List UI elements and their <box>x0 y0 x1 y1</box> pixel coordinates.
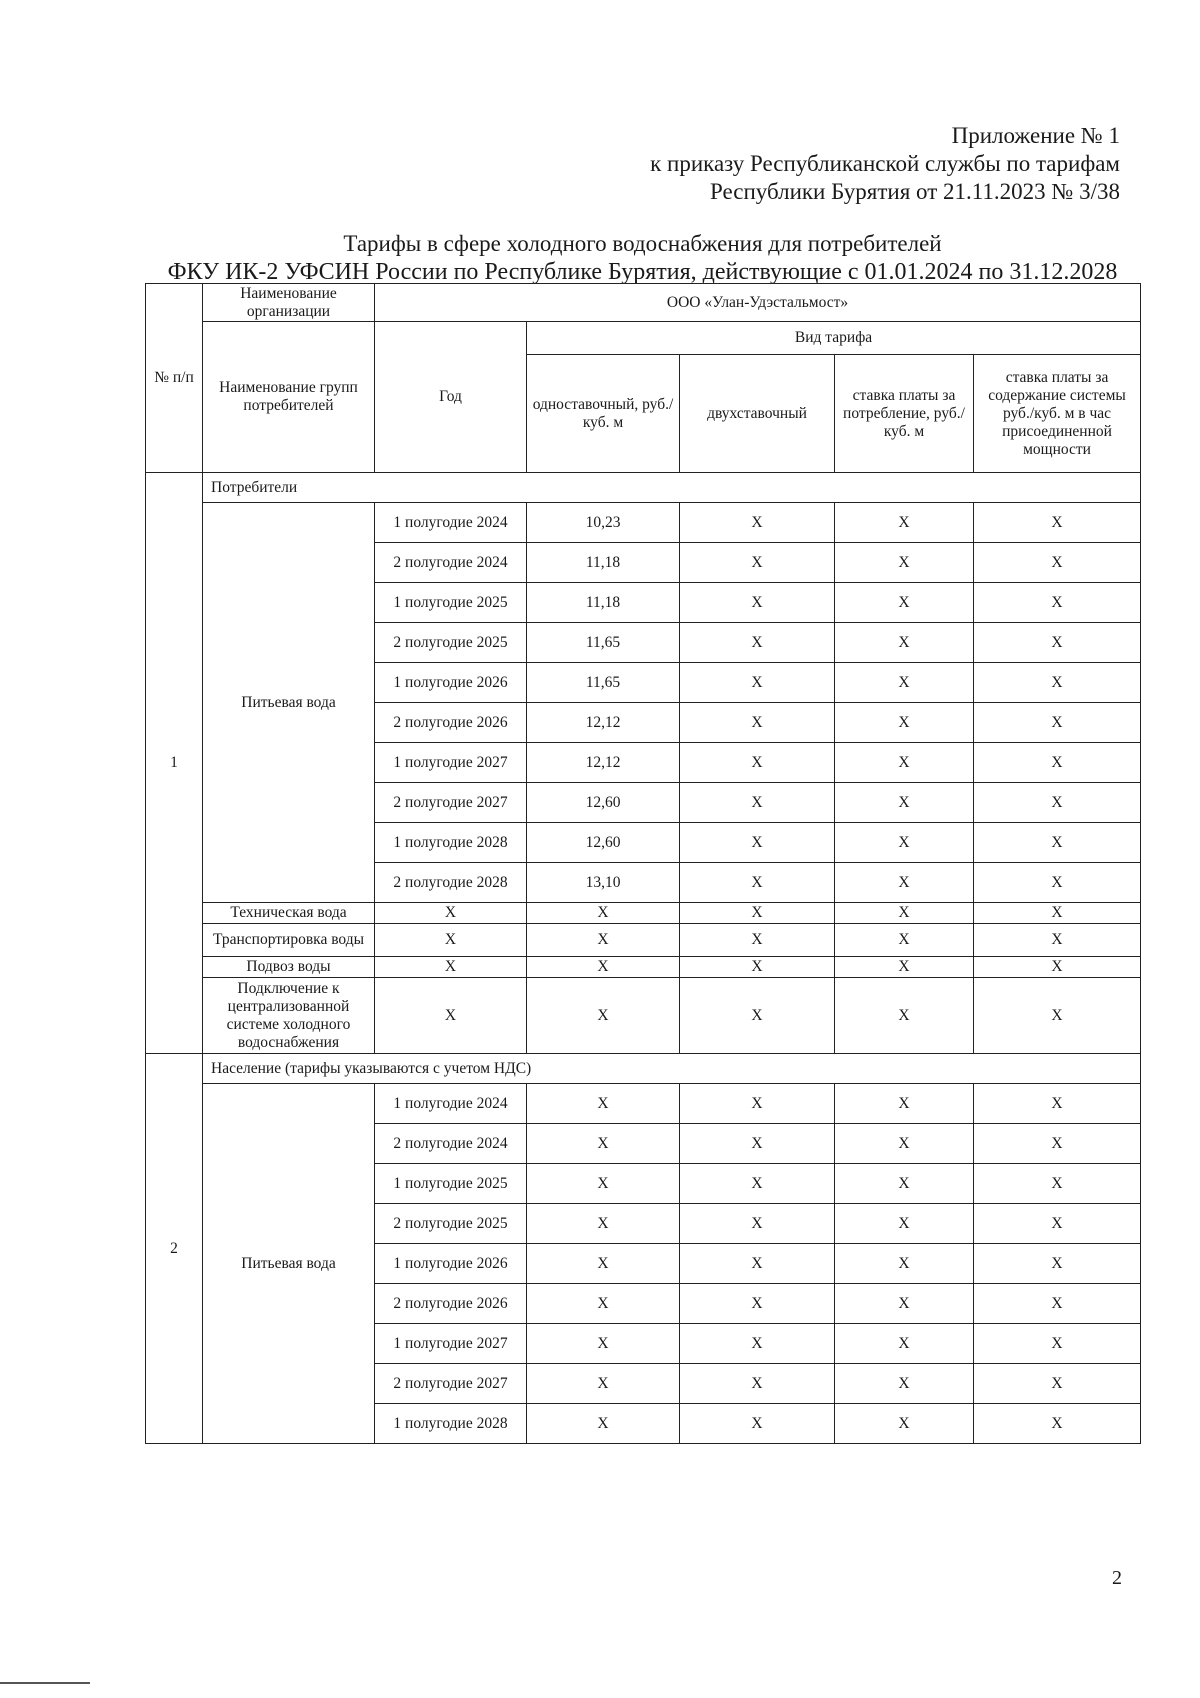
rate-maintenance-cell: X <box>974 503 1141 543</box>
table-row <box>146 1084 1141 1124</box>
rate-double-cell: X <box>680 543 835 583</box>
rate-double-cell: X <box>680 1244 835 1284</box>
header-consumption-rate: ставка платы за потребление, руб./ куб. м <box>835 355 974 473</box>
table-row <box>146 957 1141 978</box>
rate-maintenance-cell: X <box>974 1284 1141 1324</box>
rate-double-cell: X <box>680 663 835 703</box>
table-row <box>146 924 1141 957</box>
rate-maintenance-cell: X <box>974 924 1141 957</box>
rate-single-cell: X <box>527 1204 680 1244</box>
rate-maintenance-cell: X <box>974 823 1141 863</box>
rate-maintenance-cell: X <box>974 1204 1141 1244</box>
section-number: 1 <box>146 473 203 1054</box>
rate-maintenance-cell: X <box>974 583 1141 623</box>
tariff-table <box>145 283 1141 1444</box>
rate-maintenance-cell: X <box>974 903 1141 924</box>
period-cell: 1 полугодие 2025 <box>375 583 527 623</box>
rate-single-cell: X <box>527 1084 680 1124</box>
rate-consumption-cell: X <box>835 543 974 583</box>
rate-consumption-cell: X <box>835 703 974 743</box>
rate-maintenance-cell: X <box>974 623 1141 663</box>
period-cell: 1 полугодие 2027 <box>375 743 527 783</box>
rate-maintenance-cell: X <box>974 543 1141 583</box>
title-line-2: ФКУ ИК-2 УФСИН России по Республике Бурятия, действующие с 01.01.2024 по 31.12.2028 <box>167 259 1118 285</box>
rate-double-cell: X <box>680 703 835 743</box>
rate-double-cell: X <box>680 924 835 957</box>
rate-double-cell: X <box>680 1284 835 1324</box>
period-cell: 1 полугодие 2025 <box>375 1164 527 1204</box>
header-groups: Наименование групп потребителей <box>203 322 375 473</box>
rate-single-cell: X <box>527 1124 680 1164</box>
rate-single-cell: X <box>527 957 680 978</box>
rate-maintenance-cell: X <box>974 1124 1141 1164</box>
rate-consumption-cell: X <box>835 1404 974 1444</box>
scan-edge-mark <box>0 1682 90 1684</box>
rate-double-cell: X <box>680 978 835 1054</box>
period-cell: X <box>375 978 527 1054</box>
rate-consumption-cell: X <box>835 957 974 978</box>
group-drinking-water: Питьевая вода <box>203 503 375 903</box>
rate-double-cell: X <box>680 623 835 663</box>
rate-consumption-cell: X <box>835 863 974 903</box>
rate-single-cell: X <box>527 903 680 924</box>
appendix-header <box>650 122 1120 206</box>
rate-single-cell: X <box>527 924 680 957</box>
rate-single-cell: 12,12 <box>527 703 680 743</box>
rate-maintenance-cell: X <box>974 743 1141 783</box>
rate-double-cell: X <box>680 1404 835 1444</box>
period-cell: 1 полугодие 2024 <box>375 503 527 543</box>
rate-double-cell: X <box>680 863 835 903</box>
rate-maintenance-cell: X <box>974 703 1141 743</box>
rate-single-cell: 11,18 <box>527 543 680 583</box>
period-cell: 1 полугодие 2026 <box>375 663 527 703</box>
rate-consumption-cell: X <box>835 783 974 823</box>
header-maintenance-rate: ставка платы за содержание системы руб./куб. м в час присоединенной мощности <box>974 355 1141 473</box>
rate-consumption-cell: X <box>835 1204 974 1244</box>
rate-maintenance-cell: X <box>974 1364 1141 1404</box>
rate-consumption-cell: X <box>835 1284 974 1324</box>
table-row <box>146 978 1141 1054</box>
rate-consumption-cell: X <box>835 1084 974 1124</box>
section-heading: Население (тарифы указываются с учетом НДС) <box>203 1054 1141 1084</box>
rate-consumption-cell: X <box>835 1244 974 1284</box>
rate-double-cell: X <box>680 1364 835 1404</box>
group-label: Подключение к централизованной системе холодного водоснабжения <box>203 978 375 1054</box>
period-cell: 2 полугодие 2025 <box>375 623 527 663</box>
rate-consumption-cell: X <box>835 623 974 663</box>
rate-consumption-cell: X <box>835 1364 974 1404</box>
header-single-rate: одноставочный, руб./ куб. м <box>527 355 680 473</box>
rate-double-cell: X <box>680 1084 835 1124</box>
rate-maintenance-cell: X <box>974 1244 1141 1284</box>
period-cell: X <box>375 924 527 957</box>
rate-single-cell: 10,23 <box>527 503 680 543</box>
period-cell: 1 полугодие 2024 <box>375 1084 527 1124</box>
rate-consumption-cell: X <box>835 978 974 1054</box>
period-cell: X <box>375 957 527 978</box>
page-number: 2 <box>1112 1567 1122 1589</box>
table-row <box>146 903 1141 924</box>
period-cell: 2 полугодие 2024 <box>375 1124 527 1164</box>
rate-single-cell: X <box>527 1284 680 1324</box>
header-tariff-type: Вид тарифа <box>527 322 1141 355</box>
period-cell: 2 полугодие 2027 <box>375 1364 527 1404</box>
org-name: ООО «Улан-Удэстальмост» <box>375 284 1141 322</box>
period-cell: 1 полугодие 2027 <box>375 1324 527 1364</box>
period-cell: 2 полугодие 2026 <box>375 1284 527 1324</box>
appendix-order-date: Республики Бурятия от 21.11.2023 № 3/38 <box>709 179 1120 204</box>
rate-consumption-cell: X <box>835 503 974 543</box>
appendix-order-ref: к приказу Республиканской службы по тарифам <box>650 151 1120 176</box>
rate-single-cell: X <box>527 1404 680 1444</box>
rate-double-cell: X <box>680 503 835 543</box>
rate-double-cell: X <box>680 1164 835 1204</box>
rate-consumption-cell: X <box>835 1324 974 1364</box>
group-label: Транспортировка воды <box>203 924 375 957</box>
rate-single-cell: 11,65 <box>527 663 680 703</box>
document-title <box>150 230 1135 286</box>
group-label: Подвоз воды <box>203 957 375 978</box>
rate-single-cell: X <box>527 1164 680 1204</box>
rate-consumption-cell: X <box>835 583 974 623</box>
rate-double-cell: X <box>680 1124 835 1164</box>
rate-consumption-cell: X <box>835 924 974 957</box>
period-cell: 2 полугодие 2025 <box>375 1204 527 1244</box>
rate-double-cell: X <box>680 1324 835 1364</box>
rate-consumption-cell: X <box>835 743 974 783</box>
rate-single-cell: 11,65 <box>527 623 680 663</box>
group-drinking-water: Питьевая вода <box>203 1084 375 1444</box>
rate-maintenance-cell: X <box>974 1084 1141 1124</box>
rate-consumption-cell: X <box>835 903 974 924</box>
rate-single-cell: 12,12 <box>527 743 680 783</box>
title-line-1: Тарифы в сфере холодного водоснабжения для потребителей <box>343 231 942 256</box>
rate-double-cell: X <box>680 903 835 924</box>
section-heading: Потребители <box>203 473 1141 503</box>
appendix-number: Приложение № 1 <box>951 123 1120 148</box>
rate-consumption-cell: X <box>835 663 974 703</box>
header-num: № п/п <box>146 284 203 473</box>
rate-consumption-cell: X <box>835 823 974 863</box>
table-row <box>146 473 1141 503</box>
rate-double-cell: X <box>680 743 835 783</box>
rate-single-cell: X <box>527 1244 680 1284</box>
rate-maintenance-cell: X <box>974 978 1141 1054</box>
section-number: 2 <box>146 1054 203 1444</box>
rate-double-cell: X <box>680 823 835 863</box>
rate-single-cell: 12,60 <box>527 823 680 863</box>
rate-double-cell: X <box>680 783 835 823</box>
table-row <box>146 1054 1141 1084</box>
period-cell: 2 полугодие 2024 <box>375 543 527 583</box>
rate-maintenance-cell: X <box>974 1164 1141 1204</box>
rate-maintenance-cell: X <box>974 663 1141 703</box>
period-cell: X <box>375 903 527 924</box>
period-cell: 1 полугодие 2026 <box>375 1244 527 1284</box>
group-label: Техническая вода <box>203 903 375 924</box>
rate-maintenance-cell: X <box>974 863 1141 903</box>
rate-maintenance-cell: X <box>974 957 1141 978</box>
rate-double-cell: X <box>680 957 835 978</box>
header-org: Наименование организации <box>203 284 375 322</box>
rate-single-cell: X <box>527 1324 680 1364</box>
rate-single-cell: 11,18 <box>527 583 680 623</box>
rate-single-cell: 12,60 <box>527 783 680 823</box>
rate-single-cell: 13,10 <box>527 863 680 903</box>
period-cell: 2 полугодие 2026 <box>375 703 527 743</box>
period-cell: 2 полугодие 2027 <box>375 783 527 823</box>
rate-consumption-cell: X <box>835 1164 974 1204</box>
rate-maintenance-cell: X <box>974 783 1141 823</box>
rate-consumption-cell: X <box>835 1124 974 1164</box>
rate-double-cell: X <box>680 1204 835 1244</box>
table-row <box>146 503 1141 543</box>
rate-single-cell: X <box>527 1364 680 1404</box>
period-cell: 1 полугодие 2028 <box>375 1404 527 1444</box>
rate-double-cell: X <box>680 583 835 623</box>
period-cell: 1 полугодие 2028 <box>375 823 527 863</box>
rate-maintenance-cell: X <box>974 1404 1141 1444</box>
header-year: Год <box>375 322 527 473</box>
period-cell: 2 полугодие 2028 <box>375 863 527 903</box>
header-double-rate: двухставочный <box>680 355 835 473</box>
rate-maintenance-cell: X <box>974 1324 1141 1364</box>
rate-single-cell: X <box>527 978 680 1054</box>
